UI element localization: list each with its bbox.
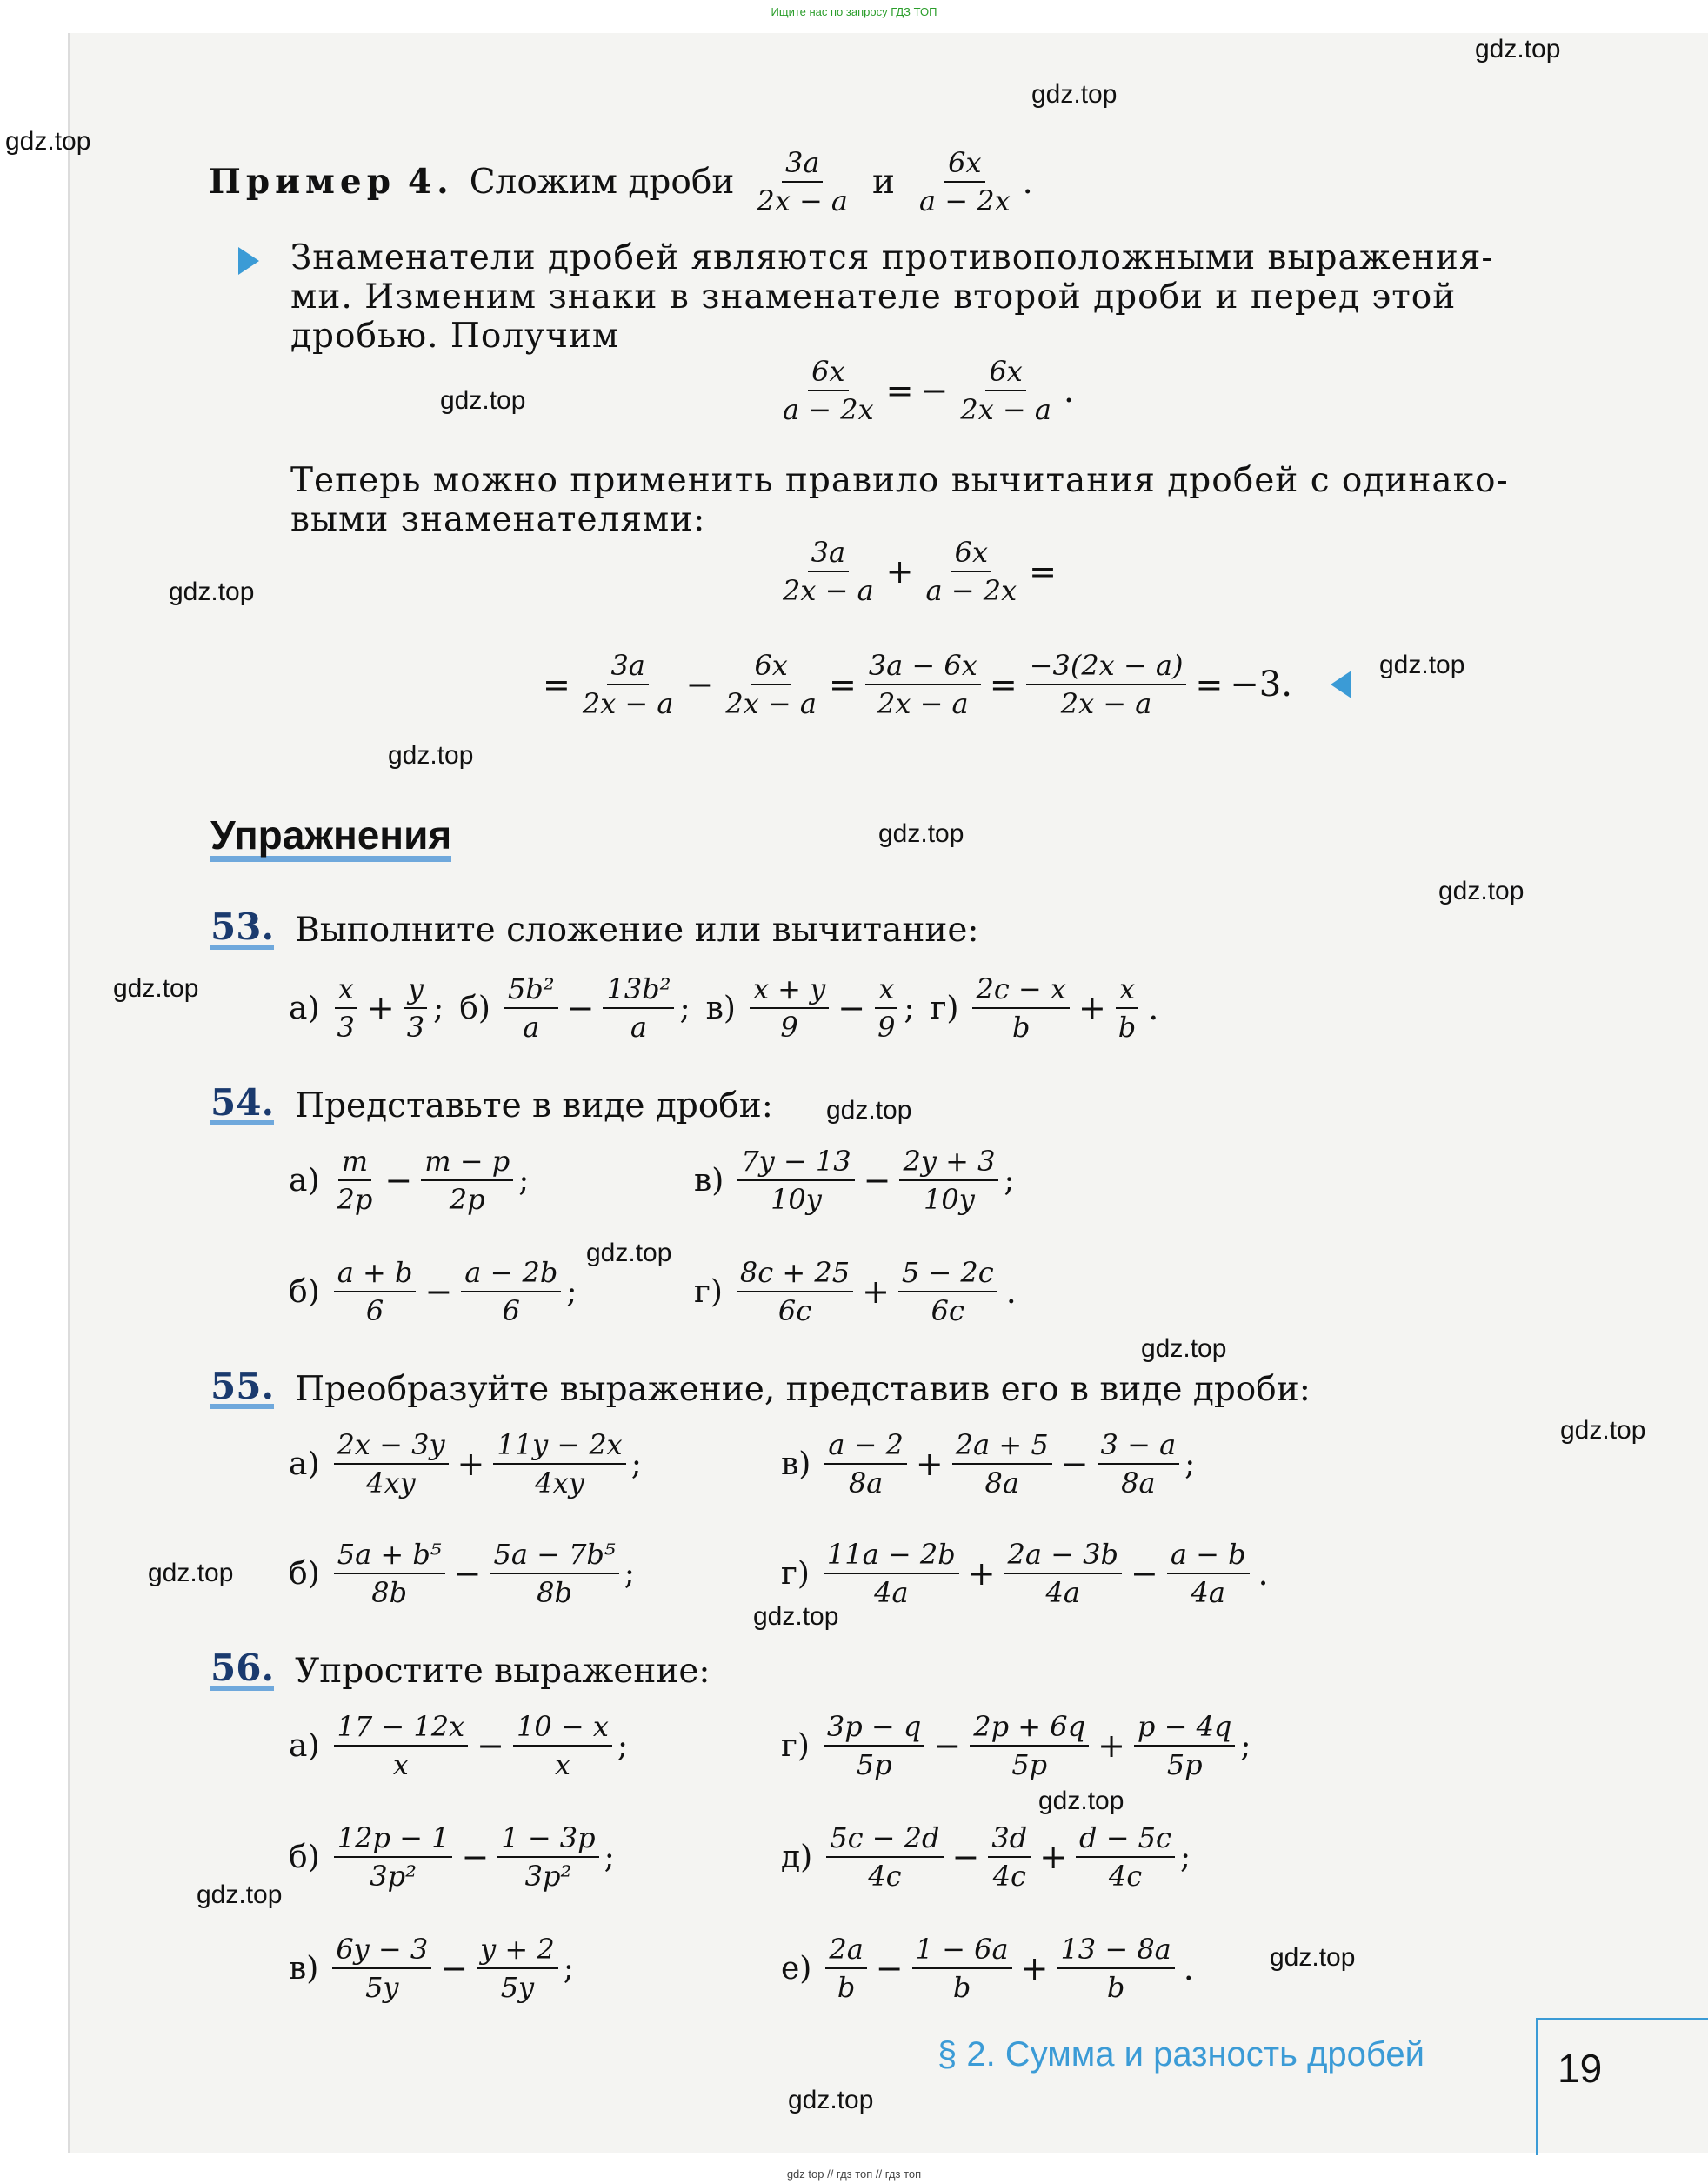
watermark: gdz.top — [753, 1602, 839, 1631]
watermark: gdz.top — [388, 741, 474, 770]
page-number-box — [1536, 2018, 1708, 2155]
fraction: $\frac{3p - q}{5p}$ — [824, 1710, 924, 1781]
exercise-56-item-g: г) $\frac{3p - q}{5p}$ − $\frac{2p + 6q}{5p}$ + $\frac{p - 4q}{5p}$ ; — [781, 1710, 1251, 1781]
exercise-text: Преобразуйте выражение, представив его в виде дроби: — [295, 1369, 1311, 1409]
watermark: gdz.top — [788, 2086, 874, 2114]
watermark: gdz.top — [1270, 1943, 1356, 1972]
fraction: $\frac{3d}{4c}$ — [988, 1821, 1031, 1893]
fraction: $\frac{x}{9}$ — [874, 972, 898, 1044]
exercise-number: 53. — [210, 905, 275, 948]
fraction: $\frac{\text{5a − 7b⁵}}{8b}$ — [490, 1538, 618, 1609]
fraction: $\frac{2y + 3}{10y}$ — [899, 1145, 998, 1216]
fraction: $\frac{11a - 2b}{4a}$ — [824, 1538, 959, 1609]
watermark: gdz.top — [1038, 1787, 1124, 1815]
example-intro: Сложим дроби — [469, 162, 735, 202]
fraction: $\frac{2c - x}{b}$ — [972, 972, 1069, 1044]
fraction: $\frac{\text{13b²}}{a}$ — [603, 972, 674, 1044]
exercise-55-item-g: г) $\frac{11a - 2b}{4a}$ + $\frac{2a - 3b}{4a}$ − $\frac{a - b}{4a}$ . — [781, 1538, 1269, 1609]
fraction: $\frac{a - 2}{8a}$ — [824, 1428, 907, 1499]
exercise-56-item-a: а) $\frac{17 - 12x}{x}$ − $\frac{10 - x}{x}$ ; — [289, 1710, 629, 1781]
section-footer: § 2. Сумма и разность дробей — [937, 2035, 1424, 2074]
fraction: $\frac{y}{3}$ — [404, 972, 428, 1044]
fraction: $\frac{6x}{a - 2x}$ — [925, 536, 1017, 607]
fraction: $\frac{3a - 6x}{2x - a}$ — [865, 649, 981, 720]
fraction: $\frac{10 - x}{x}$ — [513, 1710, 612, 1781]
fraction: $\frac{d - 5c}{4c}$ — [1076, 1821, 1175, 1893]
solution-start-marker-icon — [238, 247, 259, 275]
fraction: $\frac{6x}{2x - a}$ — [725, 649, 817, 720]
fraction: $\frac{x}{3}$ — [334, 972, 358, 1044]
exercise-54-item-a: а) $\frac{m}{2p}$ − $\frac{m - p}{2p}$ ; — [289, 1145, 530, 1216]
fraction: $\frac{p - 4q}{5p}$ — [1134, 1710, 1235, 1781]
exercise-54-heading — [210, 1081, 773, 1125]
fraction: $\frac{x + y}{9}$ — [750, 972, 829, 1044]
exercise-text: Представьте в виде дроби: — [295, 1085, 773, 1125]
exercise-56-item-b: б) $\frac{12p - 1}{\text{3p²}}$ − $\frac{1 - 3p}{\text{3p²}}$ ; — [289, 1821, 615, 1893]
watermark: gdz.top — [586, 1239, 672, 1267]
top-banner: Ищите нас по запросу ГДЗ ТОП — [771, 5, 937, 18]
section-title: Упражнения — [210, 814, 451, 862]
example-label: Пример — [209, 161, 396, 202]
fraction: $\frac{m - p}{2p}$ — [421, 1145, 513, 1216]
fraction: $\frac{x}{b}$ — [1115, 972, 1139, 1044]
fraction: $\frac{1 - 3p}{\text{3p²}}$ — [497, 1821, 598, 1893]
fraction: $\frac{8c + 25}{6c}$ — [737, 1256, 853, 1327]
page-number: 19 — [1558, 2046, 1603, 2091]
exercise-number: 54. — [210, 1081, 275, 1124]
fraction: $\frac{1 - 6a}{b}$ — [912, 1933, 1012, 2004]
watermark: gdz.top — [113, 974, 199, 1003]
watermark: gdz.top — [1560, 1416, 1646, 1445]
watermark: gdz.top — [197, 1880, 283, 1909]
fraction: $\frac{2x - 3y}{4xy}$ — [334, 1428, 449, 1499]
watermark: gdz.top — [1438, 877, 1525, 905]
fraction: $\frac{m}{2p}$ — [337, 1145, 373, 1216]
watermark: gdz.top — [5, 127, 91, 156]
fraction: $\frac{12p - 1}{\text{3p²}}$ — [334, 1821, 453, 1893]
exercise-54-item-g: г) $\frac{8c + 25}{6c}$ + $\frac{5 - 2c}{6c}$ . — [694, 1256, 1017, 1327]
fraction: $\frac{11y - 2x}{4xy}$ — [493, 1428, 625, 1499]
fraction: $\frac{6x}{a - 2x}$ — [919, 146, 1011, 217]
watermark: gdz.top — [1379, 651, 1465, 679]
equation-3: = $\frac{3a}{2x - a}$ − $\frac{6x}{2x - a}$ = $\frac{3a - 6x}{2x - a}$ = $\frac{-3(2x - a)}{2x - a}$ = −3. — [539, 649, 1351, 720]
fraction: $\frac{6y - 3}{5y}$ — [332, 1933, 431, 2004]
fraction: $\frac{5 - 2c}{6c}$ — [898, 1256, 997, 1327]
equation-2: $\frac{3a}{2x - a}$ + $\frac{6x}{a - 2x}$ = — [774, 536, 1060, 607]
and-word: и — [872, 162, 895, 202]
fraction: $\frac{3 - a}{8a}$ — [1098, 1428, 1180, 1499]
watermark: gdz.top — [440, 386, 526, 415]
fraction: $\frac{7y - 13}{10y}$ — [737, 1145, 854, 1216]
book-page — [68, 33, 1708, 2153]
explanation-paragraph-2: Теперь можно применить правило вычитания дробей с одинако- выми знаменателями: — [290, 461, 1509, 539]
exercise-56-item-e: е) $\frac{2a}{b}$ − $\frac{1 - 6a}{b}$ + $\frac{13 - 8a}{b}$ . — [781, 1933, 1194, 2004]
fraction: $\frac{y + 2}{5y}$ — [477, 1933, 558, 2004]
fraction: $\frac{17 - 12x}{x}$ — [334, 1710, 469, 1781]
fraction: $\frac{2a}{b}$ — [825, 1933, 866, 2004]
exercise-55-heading — [210, 1365, 1311, 1409]
exercise-56-item-v: в) $\frac{6y - 3}{5y}$ − $\frac{y + 2}{5y}$ ; — [289, 1933, 574, 2004]
watermark: gdz.top — [148, 1559, 234, 1587]
watermark: gdz.top — [1141, 1334, 1227, 1363]
exercise-text: Выполните сложение или вычитание: — [295, 910, 979, 950]
watermark: gdz.top — [1031, 80, 1118, 109]
exercise-53-heading — [210, 905, 979, 950]
fraction: $\frac{3a}{2x - a}$ — [783, 536, 874, 607]
exercise-number: 56. — [210, 1646, 275, 1689]
watermark: gdz.top — [1475, 35, 1561, 63]
fraction: $\frac{5c - 2d}{4c}$ — [826, 1821, 943, 1893]
example-number: 4. — [408, 161, 454, 202]
fraction: $\frac{\text{5a + b⁵}}{8b}$ — [334, 1538, 445, 1609]
fraction: $\frac{\text{5b²}}{a}$ — [504, 972, 558, 1044]
fraction: $\frac{a + b}{6}$ — [334, 1256, 417, 1327]
fraction: $\frac{6x}{2x - a}$ — [960, 355, 1051, 426]
fraction: $\frac{13 - 8a}{b}$ — [1057, 1933, 1174, 2004]
fraction: $\frac{a - b}{4a}$ — [1167, 1538, 1250, 1609]
solution-end-marker-icon — [1331, 671, 1351, 698]
bottom-banner: gdz top // гдз топ // гдз топ — [786, 2167, 922, 2181]
result: −3. — [1230, 665, 1292, 705]
fraction: $\frac{a - 2b}{6}$ — [461, 1256, 561, 1327]
exercise-text: Упростите выражение: — [295, 1651, 711, 1691]
fraction: $\frac{3a}{2x - a}$ — [582, 649, 674, 720]
fraction: $\frac{2p + 6q}{5p}$ — [970, 1710, 1089, 1781]
watermark: gdz.top — [878, 819, 964, 848]
watermark: gdz.top — [826, 1096, 912, 1125]
equation-1: $\frac{6x}{a - 2x}$ = − $\frac{6x}{2x - a}$ . — [774, 355, 1078, 426]
fraction: $\frac{2a + 5}{8a}$ — [952, 1428, 1052, 1499]
exercise-55-item-b: б) $\frac{\text{5a + b⁵}}{8b}$ − $\frac{\text{5a − 7b⁵}}{8b}$ ; — [289, 1538, 635, 1609]
fraction: $\frac{-3(2x - a)}{2x - a}$ — [1026, 649, 1187, 720]
explanation-paragraph-1: Знаменатели дробей являются противоположными выражения- ми. Изменим знаки в знаменателе второй дроби и перед этой дробью. Получим — [290, 238, 1494, 356]
example-heading: Пример 4. Сложим дроби $\frac{3a}{2x - a}$ и $\frac{6x}{a - 2x}$ . — [209, 146, 1033, 217]
fraction: $\frac{6x}{a - 2x}$ — [783, 355, 874, 426]
fraction: $\frac{2a - 3b}{4a}$ — [1004, 1538, 1122, 1609]
exercise-54-item-b: б) $\frac{a + b}{6}$ − $\frac{a - 2b}{6}$ ; — [289, 1256, 577, 1327]
exercise-53-items: а) $\frac{x}{3}$ + $\frac{y}{3}$ ; б) $\frac{\text{5b²}}{a}$ − $\frac{\text{13b²}}{a}$ ; в) $\frac{x + y}{9}$ − $\frac{x}{9}$ ; г) $\frac{2c - x}{b}$ + $\frac{x}{b}$ . — [289, 972, 1159, 1044]
exercise-number: 55. — [210, 1365, 275, 1407]
exercise-55-item-v: в) $\frac{a - 2}{8a}$ + $\frac{2a + 5}{8a}$ − $\frac{3 - a}{8a}$ ; — [781, 1428, 1196, 1499]
fraction: $\frac{3a}{2x - a}$ — [757, 146, 848, 217]
exercise-56-heading — [210, 1646, 711, 1691]
watermark: gdz.top — [169, 578, 255, 606]
exercise-56-item-d: д) $\frac{5c - 2d}{4c}$ − $\frac{3d}{4c}$ + $\frac{d - 5c}{4c}$ ; — [781, 1821, 1191, 1893]
exercise-54-item-v: в) $\frac{7y - 13}{10y}$ − $\frac{2y + 3}{10y}$ ; — [694, 1145, 1015, 1216]
exercise-55-item-a: а) $\frac{2x - 3y}{4xy}$ + $\frac{11y - 2x}{4xy}$ ; — [289, 1428, 642, 1499]
